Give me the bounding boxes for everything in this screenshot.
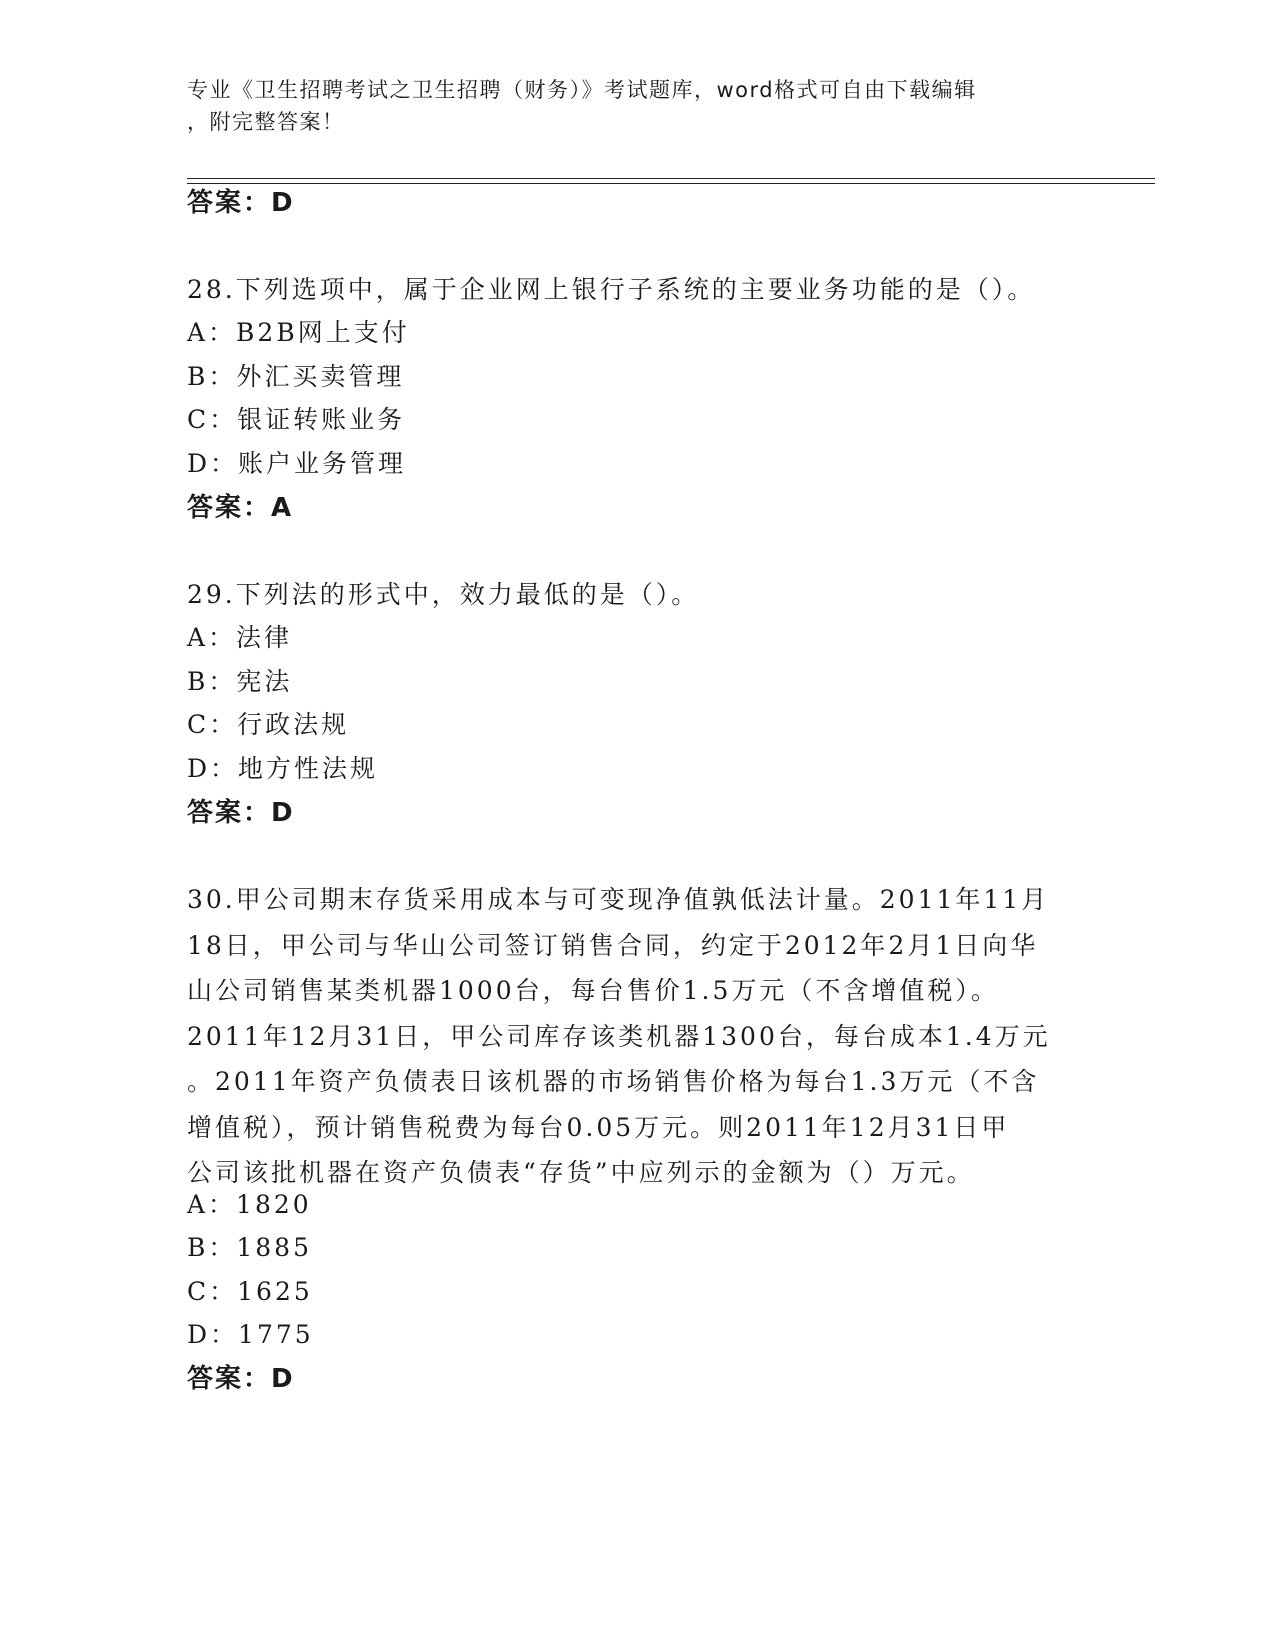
question-28-stem: 28.下列选项中，属于企业网上银行子系统的主要业务功能的是（）。 xyxy=(187,275,1036,304)
question-30-option-a: A：1820 xyxy=(187,1190,312,1219)
question-30-option-b: B：1885 xyxy=(187,1233,312,1262)
header-divider-top xyxy=(187,178,1155,179)
question-30-stem-line: 山公司销售某类机器1000台，每台售价1.5万元（不含增值税）。 xyxy=(187,976,999,1005)
question-29-option-b: B：宪法 xyxy=(187,667,293,696)
header-line-1: 专业《卫生招聘考试之卫生招聘（财务）》考试题库，word格式可自由下载编辑 xyxy=(187,78,977,102)
answer-27: 答案：D xyxy=(187,188,295,218)
question-30-stem-line: 公司该批机器在资产负债表“存货”中应列示的金额为（）万元。 xyxy=(187,1158,975,1187)
question-28-option-b: B：外汇买卖管理 xyxy=(187,362,405,391)
page-header xyxy=(187,74,1067,138)
question-28-option-d: D：账户业务管理 xyxy=(187,449,407,478)
question-30-stem-line: 增值税），预计销售税费为每台0.05万元。则2011年12月31日甲 xyxy=(187,1112,1010,1142)
question-30-stem-line: 30.甲公司期末存货采用成本与可变现净值孰低法计量。2011年11月 xyxy=(187,885,1050,914)
question-30-stem xyxy=(187,877,1087,1196)
header-line-2: ，附完整答案！ xyxy=(187,110,345,134)
question-30-stem-line: 2011年12月31日，甲公司库存该类机器1300台，每台成本1.4万元 xyxy=(187,1021,1051,1051)
answer-30: 答案：D xyxy=(187,1364,295,1394)
question-29-option-a: A：法律 xyxy=(187,623,293,652)
question-30-stem-line: 18日，甲公司与华山公司签订销售合同，约定于2012年2月1日向华 xyxy=(187,930,1039,960)
question-30-option-c: C：1625 xyxy=(187,1277,313,1306)
question-29-stem: 29.下列法的形式中，效力最低的是（）。 xyxy=(187,580,700,609)
question-30-option-d: D：1775 xyxy=(187,1320,314,1349)
answer-29: 答案：D xyxy=(187,798,295,828)
answer-28: 答案：A xyxy=(187,493,294,523)
header-divider-bottom xyxy=(187,183,1155,184)
question-28-option-a: A：B2B网上支付 xyxy=(187,318,410,347)
question-30-stem-line: 。2011年资产负债表日该机器的市场销售价格为每台1.3万元（不含 xyxy=(187,1067,1040,1096)
question-29-option-c: C：行政法规 xyxy=(187,710,350,739)
question-29-option-d: D：地方性法规 xyxy=(187,754,379,783)
question-28-option-c: C：银证转账业务 xyxy=(187,405,406,434)
